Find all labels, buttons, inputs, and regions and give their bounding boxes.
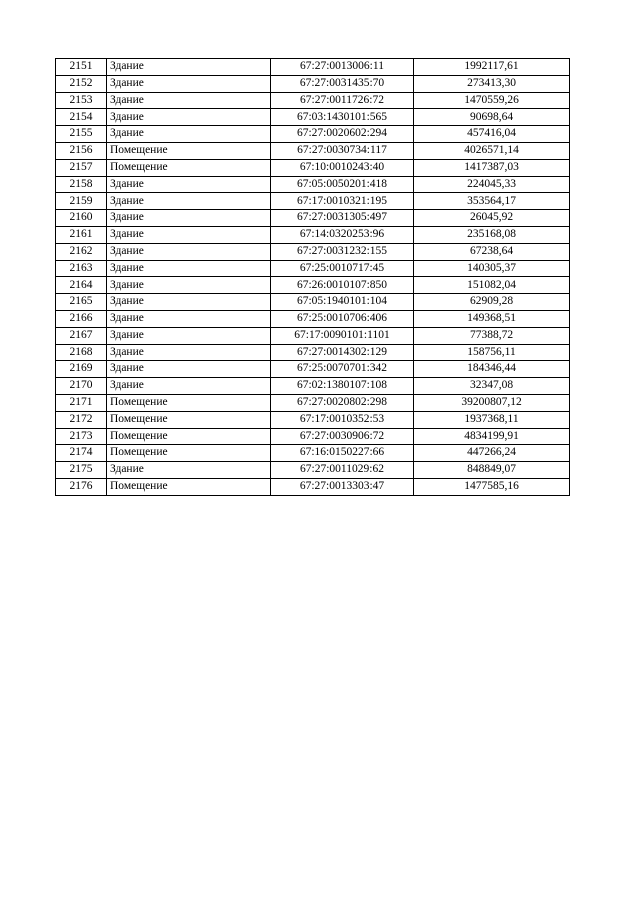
table-row (56, 445, 570, 462)
cadastral-value: 4026571,14 (414, 142, 570, 159)
object-type: Здание (107, 243, 271, 260)
cadastral-value: 90698,64 (414, 109, 570, 126)
row-number: 2154 (56, 109, 107, 126)
object-type: Помещение (107, 411, 271, 428)
cadastral-value: 273413,30 (414, 75, 570, 92)
cadastral-value: 77388,72 (414, 327, 570, 344)
cadastral-value: 39200807,12 (414, 394, 570, 411)
object-type: Здание (107, 193, 271, 210)
cadastral-number: 67:17:0090101:1101 (271, 327, 414, 344)
object-type: Здание (107, 59, 271, 76)
cadastral-number: 67:17:0010352:53 (271, 411, 414, 428)
table-row (56, 394, 570, 411)
table-row (56, 176, 570, 193)
object-type: Здание (107, 361, 271, 378)
cadastral-value: 1477585,16 (414, 478, 570, 495)
cadastral-number: 67:27:0030734:117 (271, 142, 414, 159)
table-row (56, 411, 570, 428)
table-row (56, 210, 570, 227)
row-number: 2168 (56, 344, 107, 361)
cadastral-value: 1470559,26 (414, 92, 570, 109)
object-type: Здание (107, 378, 271, 395)
object-type: Здание (107, 260, 271, 277)
table-row (56, 277, 570, 294)
table-row (56, 92, 570, 109)
cadastral-value: 158756,11 (414, 344, 570, 361)
object-type: Помещение (107, 428, 271, 445)
cadastral-number: 67:27:0013006:11 (271, 59, 414, 76)
cadastral-number: 67:27:0014302:129 (271, 344, 414, 361)
row-number: 2171 (56, 394, 107, 411)
table-row (56, 109, 570, 126)
cadastral-number: 67:26:0010107:850 (271, 277, 414, 294)
table-row (56, 428, 570, 445)
object-type: Помещение (107, 445, 271, 462)
object-type: Здание (107, 310, 271, 327)
table-row (56, 378, 570, 395)
object-type: Помещение (107, 159, 271, 176)
cadastral-number: 67:27:0011726:72 (271, 92, 414, 109)
cadastral-number: 67:27:0020602:294 (271, 126, 414, 143)
object-type: Здание (107, 294, 271, 311)
row-number: 2161 (56, 226, 107, 243)
object-type: Здание (107, 176, 271, 193)
table-row (56, 226, 570, 243)
cadastral-value: 1937368,11 (414, 411, 570, 428)
cadastral-number: 67:25:0070701:342 (271, 361, 414, 378)
cadastral-value: 4834199,91 (414, 428, 570, 445)
cadastral-value: 1417387,03 (414, 159, 570, 176)
cadastral-number: 67:25:0010706:406 (271, 310, 414, 327)
cadastral-number: 67:27:0030906:72 (271, 428, 414, 445)
row-number: 2174 (56, 445, 107, 462)
object-type: Здание (107, 92, 271, 109)
object-type: Здание (107, 462, 271, 479)
table-row (56, 142, 570, 159)
row-number: 2175 (56, 462, 107, 479)
cadastral-number: 67:27:0020802:298 (271, 394, 414, 411)
cadastral-value: 62909,28 (414, 294, 570, 311)
row-number: 2164 (56, 277, 107, 294)
table-row (56, 327, 570, 344)
row-number: 2151 (56, 59, 107, 76)
table-row (56, 478, 570, 495)
cadastral-value: 848849,07 (414, 462, 570, 479)
row-number: 2167 (56, 327, 107, 344)
cadastral-value: 1992117,61 (414, 59, 570, 76)
cadastral-value: 149368,51 (414, 310, 570, 327)
object-type: Здание (107, 277, 271, 294)
object-type: Здание (107, 75, 271, 92)
table-row (56, 126, 570, 143)
object-type: Здание (107, 126, 271, 143)
row-number: 2169 (56, 361, 107, 378)
row-number: 2157 (56, 159, 107, 176)
cadastral-number: 67:27:0031232:155 (271, 243, 414, 260)
row-number: 2158 (56, 176, 107, 193)
row-number: 2156 (56, 142, 107, 159)
table-row (56, 260, 570, 277)
table-body (56, 59, 570, 496)
object-type: Здание (107, 210, 271, 227)
table-row (56, 344, 570, 361)
cadastral-number: 67:03:1430101:565 (271, 109, 414, 126)
row-number: 2153 (56, 92, 107, 109)
cadastral-value: 235168,08 (414, 226, 570, 243)
row-number: 2162 (56, 243, 107, 260)
table-row (56, 59, 570, 76)
cadastral-value: 224045,33 (414, 176, 570, 193)
cadastral-value: 32347,08 (414, 378, 570, 395)
cadastral-number: 67:27:0031305:497 (271, 210, 414, 227)
object-type: Здание (107, 327, 271, 344)
cadastral-number: 67:25:0010717:45 (271, 260, 414, 277)
row-number: 2166 (56, 310, 107, 327)
cadastral-value: 67238,64 (414, 243, 570, 260)
cadastral-number: 67:27:0013303:47 (271, 478, 414, 495)
row-number: 2159 (56, 193, 107, 210)
table-row (56, 361, 570, 378)
cadastral-number: 67:05:1940101:104 (271, 294, 414, 311)
table-row (56, 294, 570, 311)
table-row (56, 193, 570, 210)
cadastral-value: 151082,04 (414, 277, 570, 294)
table-row (56, 310, 570, 327)
cadastral-value: 184346,44 (414, 361, 570, 378)
table-row (56, 159, 570, 176)
row-number: 2165 (56, 294, 107, 311)
cadastral-number: 67:05:0050201:418 (271, 176, 414, 193)
object-type: Здание (107, 344, 271, 361)
cadastral-value: 140305,37 (414, 260, 570, 277)
cadastral-value: 353564,17 (414, 193, 570, 210)
cadastral-value: 26045,92 (414, 210, 570, 227)
row-number: 2173 (56, 428, 107, 445)
row-number: 2170 (56, 378, 107, 395)
object-type: Помещение (107, 142, 271, 159)
cadastral-value: 457416,04 (414, 126, 570, 143)
object-type: Здание (107, 109, 271, 126)
cadastral-number: 67:27:0011029:62 (271, 462, 414, 479)
table-row (56, 243, 570, 260)
row-number: 2155 (56, 126, 107, 143)
object-type: Помещение (107, 394, 271, 411)
row-number: 2152 (56, 75, 107, 92)
row-number: 2172 (56, 411, 107, 428)
table-row (56, 75, 570, 92)
row-number: 2176 (56, 478, 107, 495)
object-type: Здание (107, 226, 271, 243)
table-row (56, 462, 570, 479)
row-number: 2163 (56, 260, 107, 277)
cadastral-number: 67:17:0010321:195 (271, 193, 414, 210)
cadastral-value: 447266,24 (414, 445, 570, 462)
cadastral-number: 67:02:1380107:108 (271, 378, 414, 395)
cadastral-number: 67:16:0150227:66 (271, 445, 414, 462)
row-number: 2160 (56, 210, 107, 227)
object-type: Помещение (107, 478, 271, 495)
cadastral-number: 67:10:0010243:40 (271, 159, 414, 176)
cadastral-number: 67:14:0320253:96 (271, 226, 414, 243)
cadastral-number: 67:27:0031435:70 (271, 75, 414, 92)
property-value-table (55, 58, 570, 496)
